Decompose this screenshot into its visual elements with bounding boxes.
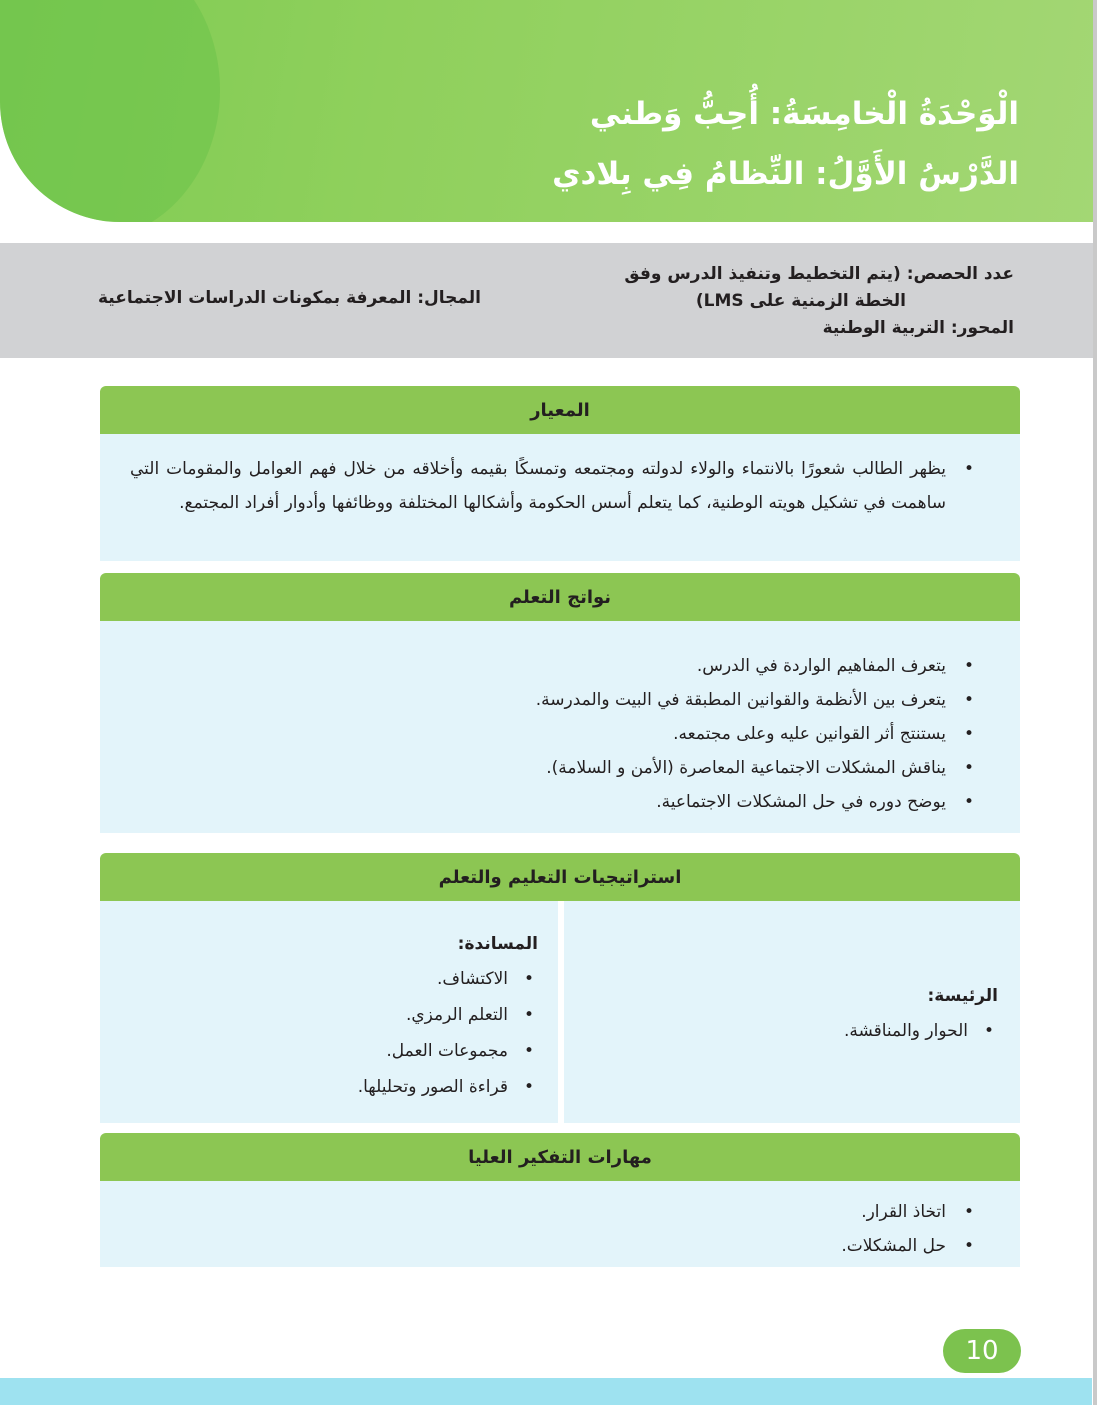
- thinking-skills-heading: مهارات التفكير العليا: [100, 1133, 1020, 1181]
- standard-heading: المعيار: [100, 386, 1020, 434]
- outcomes-list: [130, 649, 994, 819]
- banner-decoration: [0, 0, 220, 222]
- main-strategies-list: [564, 1013, 998, 1049]
- thinking-skills-section: [100, 1133, 1020, 1267]
- lesson-title: الدَّرْسُ الأَوَّلُ: النِّظامُ فِي بِلادي: [552, 156, 1019, 192]
- main-strategies-label: الرئيسة:: [927, 986, 998, 1006]
- outcomes-body: [100, 621, 1020, 833]
- list-item: • الاكتشاف.: [100, 961, 538, 997]
- page-number: 10: [943, 1329, 1021, 1373]
- thinking-skills-body: [100, 1181, 1020, 1267]
- thinking-skills-list: [130, 1195, 994, 1263]
- standard-body: [100, 434, 1020, 561]
- bottom-strip: [0, 1378, 1092, 1405]
- support-strategies-label: المساندة:: [457, 934, 538, 954]
- outcomes-section: [100, 573, 1020, 833]
- domain-label: المجال: المعرفة بمكونات الدراسات الاجتماعية: [98, 288, 482, 308]
- list-item: • يتعرف المفاهيم الواردة في الدرس.: [130, 649, 994, 683]
- unit-title: الْوَحْدَةُ الْخامِسَةُ: أُحِبُّ وَطني: [589, 96, 1019, 132]
- list-item: • الحوار والمناقشة.: [564, 1013, 998, 1049]
- strategies-support-column: [100, 901, 558, 1123]
- standard-list: [130, 452, 994, 520]
- outcomes-heading: نواتج التعلم: [100, 573, 1020, 621]
- strategies-heading: استراتيجيات التعليم والتعلم: [100, 853, 1020, 901]
- axis-label: المحور: التربية الوطنية: [822, 318, 1014, 338]
- list-item: • يوضح دوره في حل المشكلات الاجتماعية.: [130, 785, 994, 819]
- standard-text: • يظهر الطالب شعورًا بالانتماء والولاء لدولته ومجتمعه وتمسكًا بقيمه وأخلاقه من خلال فهم العوامل والمقومات التي ساهمت في تشكيل هويته الوطنية، كما يتعلم أسس الحكومة وأشكالها المختلفة ووظائفها وأدوار أفراد المجتمع.: [130, 452, 994, 520]
- sessions-line-2: الخطة الزمنية على LMS): [695, 291, 906, 311]
- strategies-main-column: [564, 901, 1020, 1123]
- support-strategies-list: [100, 961, 538, 1105]
- strategies-section: [100, 853, 1020, 1123]
- list-item: • اتخاذ القرار.: [130, 1195, 994, 1229]
- header-banner: [0, 0, 1097, 222]
- strategies-body: [100, 901, 1020, 1123]
- list-item: • يتعرف بين الأنظمة والقوانين المطبقة في البيت والمدرسة.: [130, 683, 994, 717]
- sessions-line-1: عدد الحصص: (يتم التخطيط وتنفيذ الدرس وفق: [624, 264, 1014, 284]
- page-edge: [1093, 0, 1097, 1405]
- lesson-info-right: [554, 261, 1014, 342]
- lesson-info-bar: [0, 243, 1097, 358]
- list-item: • التعلم الرمزي.: [100, 997, 538, 1033]
- list-item: • يستنتج أثر القوانين عليه وعلى مجتمعه.: [130, 717, 994, 751]
- list-item: • قراءة الصور وتحليلها.: [100, 1069, 538, 1105]
- list-item: • حل المشكلات.: [130, 1229, 994, 1263]
- list-item: • مجموعات العمل.: [100, 1033, 538, 1069]
- standard-section: [100, 386, 1020, 561]
- list-item: • يناقش المشكلات الاجتماعية المعاصرة (الأمن و السلامة).: [130, 751, 994, 785]
